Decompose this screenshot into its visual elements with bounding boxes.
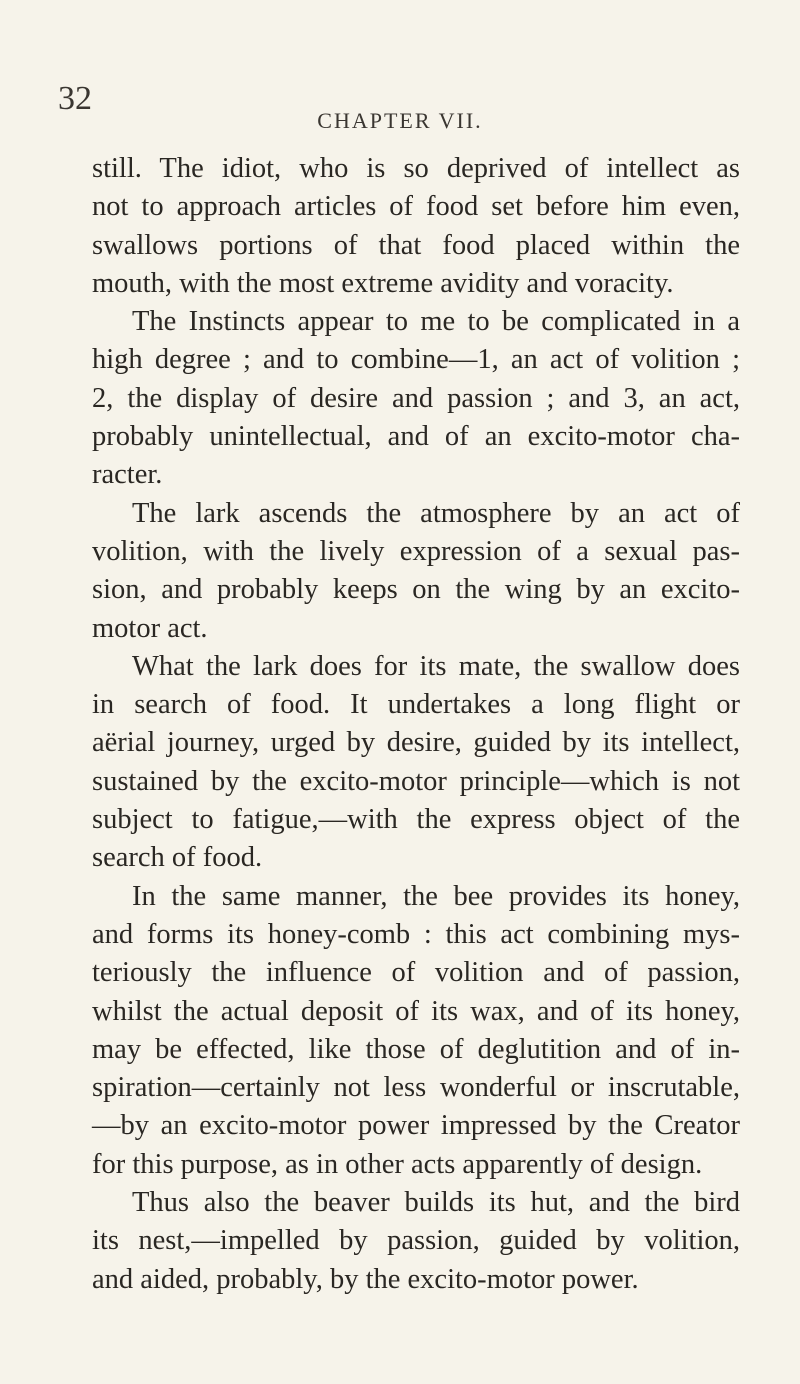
text-line: search of food. — [92, 842, 263, 874]
paragraph — [92, 150, 740, 303]
text-line: 2, the display of desire and passion ; and 3, an act, — [92, 382, 740, 414]
text-line: aërial journey, urged by desire, guided by its intellect, — [92, 727, 740, 759]
paragraph — [92, 303, 740, 494]
text-line: sion, and probably keeps on the wing by an excito- — [92, 574, 740, 606]
text-line: high degree ; and to combine—1, an act of volition ; — [92, 344, 740, 376]
paragraph — [92, 648, 740, 878]
text-line: whilst the actual deposit of its wax, and of its honey, — [92, 995, 740, 1027]
text-line: may be effected, like those of deglutition and of in- — [92, 1033, 740, 1065]
text-line: not to approach articles of food set before him even, — [92, 191, 740, 223]
running-head: CHAPTER VII. — [317, 108, 483, 133]
text-line: racter. — [92, 459, 163, 491]
text-line: swallows portions of that food placed within the — [92, 229, 740, 261]
text-line: In the same manner, the bee provides its honey, — [132, 880, 740, 912]
text-line: in search of food. It undertakes a long flight or — [92, 689, 740, 721]
text-line: probably unintellectual, and of an excito-motor cha- — [92, 421, 740, 453]
paragraph — [92, 495, 740, 648]
text-line: for this purpose, as in other acts apparently of design. — [92, 1148, 703, 1180]
text-line: subject to fatigue,—with the express object of the — [92, 804, 740, 836]
text-line: motor act. — [92, 612, 208, 644]
text-line: and forms its honey-comb : this act combining mys- — [92, 918, 740, 950]
body-text — [92, 150, 740, 1299]
text-line: —by an excito-motor power impressed by the Creator — [92, 1110, 740, 1142]
text-line: The lark ascends the atmosphere by an act of — [132, 497, 740, 529]
paragraph — [92, 1184, 740, 1299]
text-line: spiration—certainly not less wonderful or inscrutable, — [92, 1072, 740, 1104]
text-line: mouth, with the most extreme avidity and voracity. — [92, 267, 674, 299]
text-line: volition, with the lively expression of a sexual pas- — [92, 535, 740, 567]
text-line: and aided, probably, by the excito-motor power. — [92, 1263, 639, 1295]
text-line: still. The idiot, who is so deprived of intellect as — [92, 153, 740, 184]
paragraph — [92, 878, 740, 1184]
page-number: 32 — [58, 80, 92, 117]
text-line: sustained by the excito-motor principle—which is not — [92, 765, 740, 797]
text-line: The Instincts appear to me to be complicated in a — [132, 306, 740, 338]
text-line: Thus also the beaver builds its hut, and the bird — [132, 1187, 740, 1219]
text-line: its nest,—impelled by passion, guided by volition, — [92, 1225, 740, 1257]
text-line: What the lark does for its mate, the swallow does — [132, 650, 740, 682]
text-line: teriously the influence of volition and of passion, — [92, 957, 740, 989]
